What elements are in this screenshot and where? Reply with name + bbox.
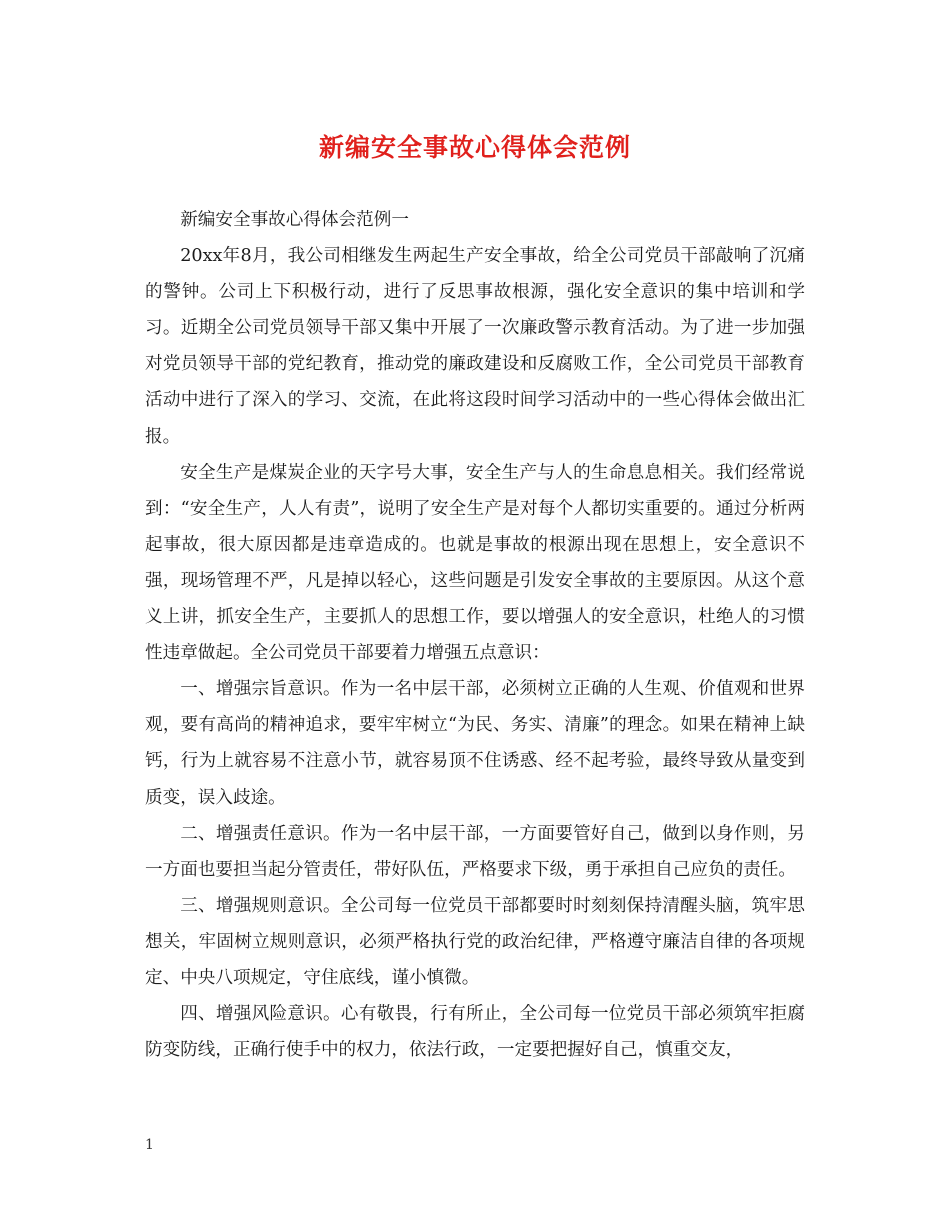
responsibility-awareness-paragraph: 二、增强责任意识。作为一名中层干部，一方面要管好自己，做到以身作则，另一方面也要担当起分管责任，带好队伍，严格要求下级，勇于承担自己应负的责任。: [145, 823, 805, 880]
purpose-awareness-paragraph: 一、增强宗旨意识。作为一名中层干部，必须树立正确的人生观、价值观和世界观，要有高尚的精神追求，要牢牢树立“为民、务实、清廉”的理念。如果在精神上缺钙，行为上就容易不注意小节，就容易顶不住诱惑、经不起考验，最终导致从量变到质变，误入歧途。: [145, 679, 805, 808]
subtitle-paragraph: 新编安全事故心得体会范例一: [180, 210, 409, 230]
document-title: 新编安全事故心得体会范例: [318, 133, 631, 162]
document-body: [145, 202, 805, 1068]
intro-paragraph: 20xx年8月，我公司相继发生两起生产安全事故，给全公司党员干部敲响了沉痛的警钟。公司上下积极行动，进行了反思事故根源，强化安全意识的集中培训和学习。近期全公司党员领导干部又集中开展了一次廉政警示教育活动。为了进一步加强对党员领导干部的党纪教育，推动党的廉政建设和反腐败工作，全公司党员干部教育活动中进行了深入的学习、交流，在此将这段时间学习活动中的一些心得体会做出汇报。: [145, 246, 805, 447]
risk-awareness-paragraph: 四、增强风险意识。心有敬畏，行有所止，全公司每一位党员干部必须筑牢拒腐防变防线，正确行使手中的权力，依法行政，一定要把握好自己，慎重交友，: [145, 1004, 805, 1061]
rules-awareness-paragraph: 三、增强规则意识。全公司每一位党员干部都要时时刻刻保持清醒头脑，筑牢思想关，牢固树立规则意识，必须严格执行党的政治纪律，严格遵守廉洁自律的各项规定、中央八项规定，守住底线，谨小慎微。: [145, 895, 805, 988]
page-number: 1: [145, 1137, 154, 1153]
safety-production-paragraph: 安全生产是煤炭企业的天字号大事，安全生产与人的生命息息相关。我们经常说到：“安全生产，人人有责”，说明了安全生产是对每个人都切实重要的。通过分析两起事故，很大原因都是违章造成的。也就是事故的根源出现在思想上，安全意识不强，现场管理不严，凡是掉以轻心，这些问题是引发安全事故的主要原因。从这个意义上讲，抓安全生产，主要抓人的思想工作，要以增强人的安全意识，杜绝人的习惯性违章做起。全公司党员干部要着力增强五点意识：: [145, 462, 805, 664]
